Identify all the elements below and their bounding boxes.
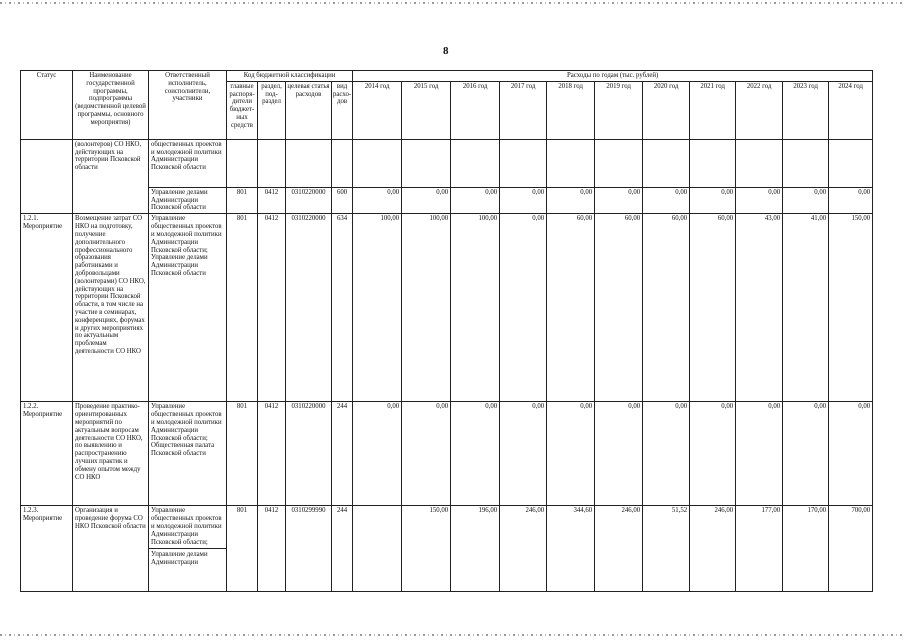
row-rzpr: 0412: [258, 214, 286, 402]
header-year-2019: 2019 год: [595, 81, 643, 139]
header-year-2015: 2015 год: [402, 81, 451, 139]
value-cell: 0,00: [643, 402, 690, 506]
row-responsible-cell: Управление общественных проектов и молодежной политики Администрации Псковской области; Управление делами Администрации Псковской области: [149, 214, 227, 402]
header-year-2017: 2017 год: [500, 81, 547, 139]
header-year-2021: 2021 год: [690, 81, 736, 139]
page-number: 8: [443, 45, 449, 57]
scan-artifact-bottom: [0, 634, 905, 636]
row-csr: 0310220000: [286, 187, 332, 213]
value-cell: 0,00: [547, 187, 595, 213]
header-rzpr: раздел, под-раздел: [258, 81, 286, 139]
value-cell: 344,60: [547, 506, 595, 592]
table-row: [21, 139, 873, 187]
value-cell: 0,00: [690, 187, 736, 213]
value-cell: 150,00: [402, 506, 451, 592]
value-cell: 0,00: [690, 402, 736, 506]
value-cell: 170,00: [783, 506, 829, 592]
value-cell: 246,00: [500, 506, 547, 592]
value-cell: 43,00: [736, 214, 783, 402]
row-grbs: 801: [227, 214, 258, 402]
row-vr: 634: [332, 214, 353, 402]
value-cell: 60,00: [690, 214, 736, 402]
header-year-2022: 2022 год: [736, 81, 783, 139]
value-cell: 100,00: [353, 214, 402, 402]
header-year-2024: 2024 год: [829, 81, 873, 139]
value-cell: 0,00: [353, 187, 402, 213]
value-cell: 100,00: [451, 214, 500, 402]
header-row-top: [21, 71, 873, 82]
row-name-cell: Организация и проведение форума СО НКО Псковской области: [73, 506, 149, 592]
row-grbs: 801: [227, 506, 258, 592]
value-cell: 246,00: [690, 506, 736, 592]
row-vr: 244: [332, 402, 353, 506]
header-vr: вид расхо-дов: [332, 81, 353, 139]
row-vr: 600: [332, 187, 353, 213]
header-responsible: Ответственный исполнитель, соисполнители, участники: [149, 71, 227, 140]
value-cell: 0,00: [353, 402, 402, 506]
value-cell: 196,00: [451, 506, 500, 592]
value-cell: 177,00: [736, 506, 783, 592]
value-cell: 0,00: [643, 187, 690, 213]
row-status-cell: 1.2.2. Мероприятие: [21, 402, 73, 506]
value-cell: 0,00: [595, 402, 643, 506]
header-year-2023: 2023 год: [783, 81, 829, 139]
value-cell: 150,00: [829, 214, 873, 402]
value-cell: 0,00: [451, 402, 500, 506]
budget-table: [20, 70, 873, 592]
value-cell: 60,00: [643, 214, 690, 402]
row-responsible-cell: Управление общественных проектов и молодежной политики Администрации Псковской области; Общественная палата Псковской области: [149, 402, 227, 506]
row-vr: 244: [332, 506, 353, 592]
row-responsible-cell: общественных проектов и молодежной политики Администрации Псковской области: [149, 139, 227, 187]
header-expenses-group: Расходы по годам (тыс. рублей): [353, 71, 873, 82]
row-rzpr: 0412: [258, 402, 286, 506]
value-cell: 41,00: [783, 214, 829, 402]
row-name-cell: Возмещение затрат СО НКО на подготовку, получение дополнительного профессионального образования работниками и добровольцами (волонтерами) СО НКО, действующих на территории Псковской области, в том числе на участие в семинарах, конференциях, форумах и других мероприятиях по актуальным проблемам деятельности СО НКО: [73, 214, 149, 402]
header-status: Статус: [21, 71, 73, 140]
value-cell: 0,00: [500, 187, 547, 213]
row-responsible-text: Управление общественных проектов и молодежной политики Администрации Псковской области;: [151, 507, 222, 546]
row-status-cell: 1.2.1. Мероприятие: [21, 214, 73, 402]
value-cell: 0,00: [402, 402, 451, 506]
row-rzpr: 0412: [258, 506, 286, 592]
row-csr: 0310299990: [286, 506, 332, 592]
value-cell: 0,00: [500, 402, 547, 506]
row-status-cell: 1.2.3. Мероприятие: [21, 506, 73, 592]
row-name-cell: Проведение практико-ориентированных мероприятий по актуальным вопросам деятельности СО НКО, по выявлению и распространению лучших практик и обмену опытом между СО НКО: [73, 402, 149, 506]
header-year-2020: 2020 год: [643, 81, 690, 139]
value-cell: 0,00: [783, 402, 829, 506]
row-csr: 0310220000: [286, 214, 332, 402]
value-cell: 51,52: [643, 506, 690, 592]
value-cell: [353, 506, 402, 592]
header-name: Наименование государственной программы, подпрограммы (ведомственной целевой программы, основного мероприятия): [73, 71, 149, 140]
header-year-2018: 2018 год: [547, 81, 595, 139]
table-row: [21, 506, 873, 592]
row-responsible-cell: [149, 506, 227, 592]
value-cell: 0,00: [736, 402, 783, 506]
table-row: [21, 214, 873, 402]
value-cell: 0,00: [595, 187, 643, 213]
header-grbs: главные распоря-дители бюджет-ных средств: [227, 81, 258, 139]
row-status-cell: [21, 139, 73, 213]
row-sub-responsible-cell: Управление делами Администрации Псковской области: [149, 187, 227, 213]
table-row: [21, 402, 873, 506]
value-cell: 60,00: [547, 214, 595, 402]
value-cell: 0,00: [451, 187, 500, 213]
header-year-2014: 2014 год: [353, 81, 402, 139]
value-cell: 0,00: [547, 402, 595, 506]
value-cell: 60,00: [595, 214, 643, 402]
value-cell: 700,00: [829, 506, 873, 592]
table-row: [21, 187, 873, 213]
row-rzpr: 0412: [258, 187, 286, 213]
row-name-cell: (волонтеров) СО НКО, действующих на территории Псковской области: [73, 139, 149, 213]
value-cell: 100,00: [402, 214, 451, 402]
header-year-2016: 2016 год: [451, 81, 500, 139]
row-csr: 0310220000: [286, 402, 332, 506]
row-grbs: 801: [227, 187, 258, 213]
value-cell: 0,00: [829, 187, 873, 213]
value-cell: 0,00: [402, 187, 451, 213]
row-sub-responsible-text: Управление делами Администрации: [149, 548, 226, 567]
value-cell: 0,00: [783, 187, 829, 213]
value-cell: 0,00: [500, 214, 547, 402]
header-csr: целевая статья расходов: [286, 81, 332, 139]
value-cell: 246,00: [595, 506, 643, 592]
value-cell: 0,00: [736, 187, 783, 213]
scan-artifact-top: [0, 2, 905, 4]
value-cell: 0,00: [829, 402, 873, 506]
header-code-group: Код бюджетной классификации: [227, 71, 353, 82]
row-grbs: 801: [227, 402, 258, 506]
